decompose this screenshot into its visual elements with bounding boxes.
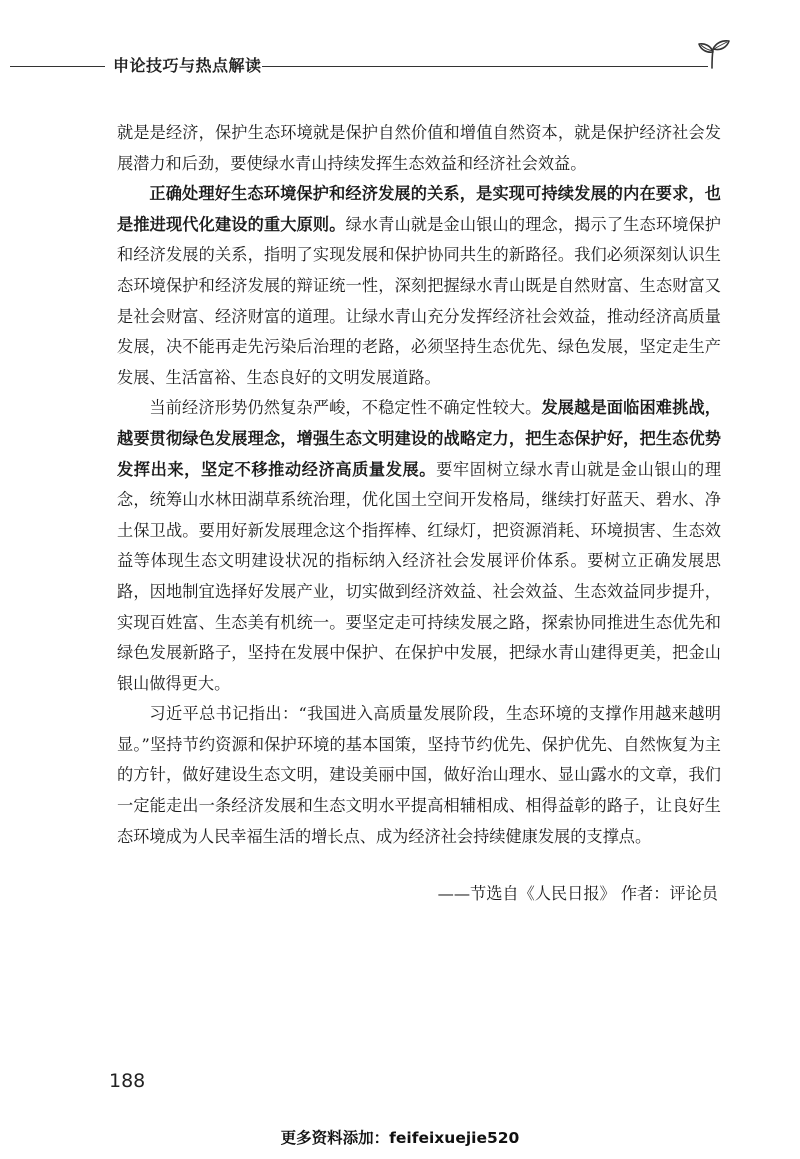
paragraph-2-bold-lead: 正确处理好生态环境保护和经济发展的关系，是实现可持续发展的内在要求，也是推进现代化建设的重大原则。 xyxy=(117,184,721,234)
paragraph-3-lead: 当前经济形势仍然复杂严峻，不稳定性不确定性较大。 xyxy=(149,398,542,418)
running-header-title: 申论技巧与热点解读 xyxy=(113,56,262,75)
paragraph-4: 习近平总书记指出：“我国进入高质量发展阶段，生态环境的支撑作用越来越明显。”坚持节约资源和保护环境的基本国策，坚持节约优先、保护优先、自然恢复为主的方针，做好建设生态文明，建设美丽中国，做好治山理水、显山露水的文章，我们一定能走出一条经济发展和生态文明水平提高相辅相成、相得益彰的路子，让良好生态环境成为人民幸福生活的增长点、成为经济社会持续健康发展的支撑点。 xyxy=(117,704,721,846)
footer-note xyxy=(0,1126,800,1148)
article-body xyxy=(117,118,721,852)
paragraph-2 xyxy=(117,179,721,393)
paragraph-1: 就是是经济，保护生态环境就是保护自然价值和增值自然资本，就是保护经济社会发展潜力和后劲，要使绿水青山持续发挥生态效益和经济社会效益。 xyxy=(117,123,721,173)
paragraph-2-text: 绿水青山就是金山银山的理念，揭示了生态环境保护和经济发展的关系，指明了实现发展和保护协同共生的新路径。我们必须深刻认识生态环境保护和经济发展的辩证统一性，深刻把握绿水青山既是自然财富、生态财富又是社会财富、经济财富的道理。让绿水青山充分发挥经济社会效益，推动经济高质量发展，决不能再走先污染后治理的老路，必须坚持生态优先、绿色发展，坚定走生产发展、生活富裕、生态良好的文明发展道路。 xyxy=(117,214,721,387)
sprout-icon xyxy=(696,36,732,70)
source-attribution: ——节选自《人民日报》 作者：评论员 xyxy=(437,884,718,903)
paragraph-3-text: 要牢固树立绿水青山就是金山银山的理念，统筹山水林田湖草系统治理，优化国土空间开发格局，继续打好蓝天、碧水、净土保卫战。要用好新发展理念这个指挥棒、红绿灯，把资源消耗、环境损害、生态效益等体现生态文明建设状况的指标纳入经济社会发展评价体系。要树立正确发展思路，因地制宜选择好发展产业，切实做到经济效益、社会效益、生态效益同步提升，实现百姓富、生态美有机统一。要坚定走可持续发展之路，探索协同推进生态优先和绿色发展新路子，坚持在发展中保护、在保护中发展，把绿水青山建得更美，把金山银山做得更大。 xyxy=(117,459,722,693)
footer-handle: feifeixuejie520 xyxy=(389,1129,520,1147)
page-number: 188 xyxy=(109,1070,146,1092)
header-rule-right xyxy=(262,66,708,67)
header-rule-left xyxy=(10,66,105,67)
footer-prefix: 更多资料添加： xyxy=(280,1128,390,1147)
paragraph-3-bold: 发展越是面临困难挑战，越要贯彻绿色发展理念，增强生态文明建设的战略定力，把生态保护好，把生态优势发挥出来，坚定不移推动经济高质量发展。 xyxy=(117,398,721,479)
paragraph-3 xyxy=(117,393,721,699)
